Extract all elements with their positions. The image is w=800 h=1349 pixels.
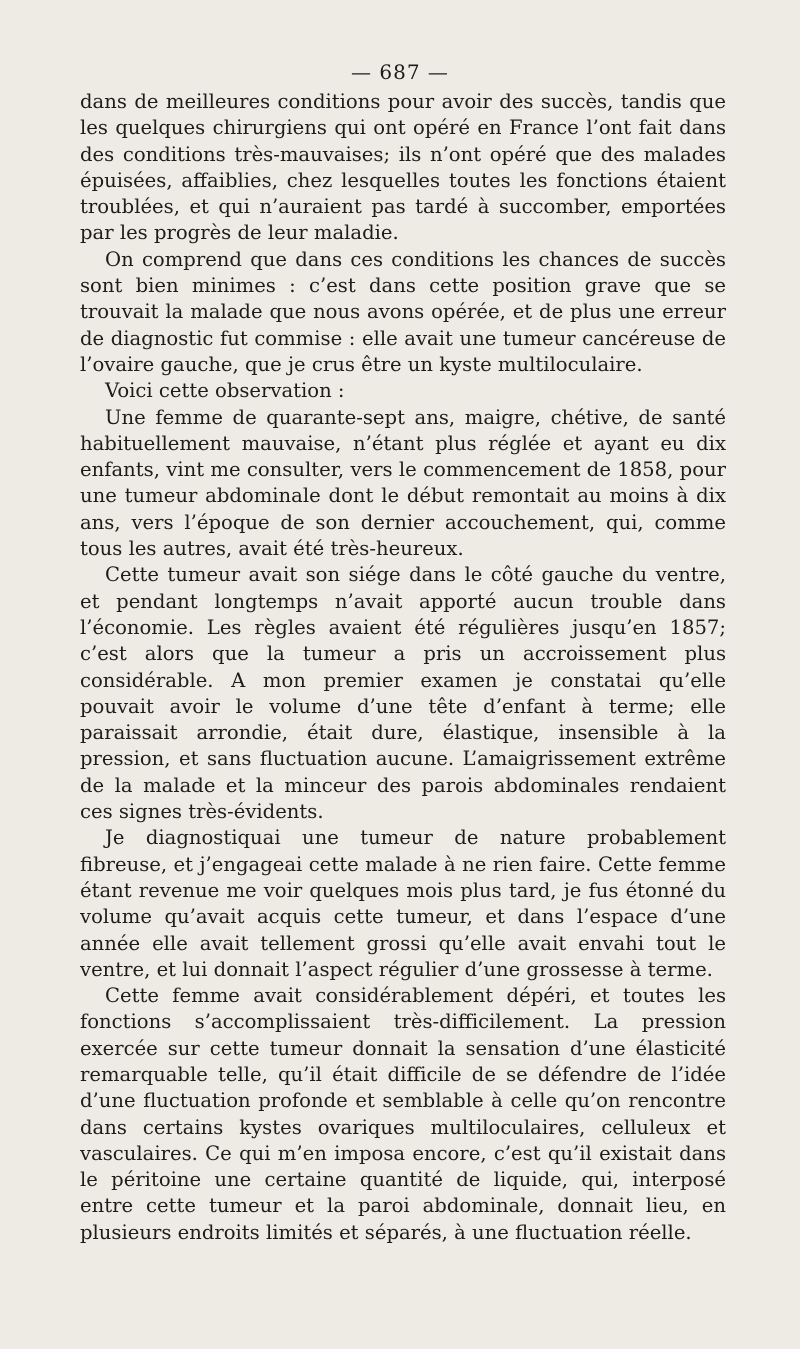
paragraph: On comprend que dans ces conditions les chances de succès sont bien minimes : c’est dans cette position grave que se trouvait la malade que nous avons opérée, et de plus une erreur de diagnostic fut commise : elle avait une tumeur cancéreuse de l’ovaire gauche, que je crus être un kyste multiloculaire.: [80, 247, 726, 376]
body-text: [80, 89, 726, 1246]
paragraph: Je diagnostiquai une tumeur de nature probablement fibreuse, et j’engageai cette malade à ne rien faire. Cette femme étant revenue me voir quelques mois plus tard, je fus étonné du volume qu’avait acquis cette tumeur, et dans l’espace d’une année elle avait tellement grossi qu’elle avait envahi tout le ventre, et lui donnait l’aspect régulier d’une grossesse à terme.: [80, 826, 726, 981]
paragraph: Une femme de quarante-sept ans, maigre, chétive, de santé habituellement mauvaise, n’étant plus réglée et ayant eu dix enfants, vint me consulter, vers le commencement de 1858, pour une tumeur abdominale dont le début remontait au moins à dix ans, vers l’époque de son dernier accouchement, qui, comme tous les autres, avait été très-heureux.: [80, 405, 726, 561]
paragraph: Cette tumeur avait son siége dans le côté gauche du ventre, et pendant longtemps n’avait apporté aucun trouble dans l’économie. Les règles avaient été régulières jusqu’en 1857; c’est alors que la tumeur a pris un accroissement plus considérable. A mon premier examen je constatai qu’elle pouvait avoir le volume d’une tête d’enfant à terme; elle paraissait arrondie, était dure, élastique, insensible à la pression, et sans fluctuation aucune. L’amaigrissement extrême de la malade et la minceur des parois abdominales rendaient ces signes très-évidents.: [80, 563, 726, 824]
paragraph-continuation: dans de meilleures conditions pour avoir des succès, tandis que les quelques chirurgiens qui ont opéré en France l’ont fait dans des conditions très-mauvaises; ils n’ont opéré que des malades épuisées, affaiblies, chez lesquelles toutes les fonctions étaient troublées, et qui n’auraient pas tardé à succomber, emportées par les progrès de leur maladie.: [80, 90, 726, 245]
page-number: — 687 —: [351, 60, 449, 84]
paragraph-observation-intro: Voici cette observation :: [105, 379, 345, 403]
paragraph: Cette femme avait considérablement dépéri, et toutes les fonctions s’accomplissaient très-difficilement. La pression exercée sur cette tumeur donnait la sensation d’une élasticité remarquable telle, qu’il était difficile de se défendre de l’idée d’une fluctuation profonde et semblable à celle qu’on rencontre dans certains kystes ovariques multiloculaires, celluleux et vasculaires. Ce qui m’en imposa encore, c’est qu’il existait dans le péritoine une certaine quantité de liquide, qui, interposé entre cette tumeur et la paroi abdominale, donnait lieu, en plusieurs endroits limités et séparés, à une fluctuation réelle.: [80, 984, 726, 1244]
